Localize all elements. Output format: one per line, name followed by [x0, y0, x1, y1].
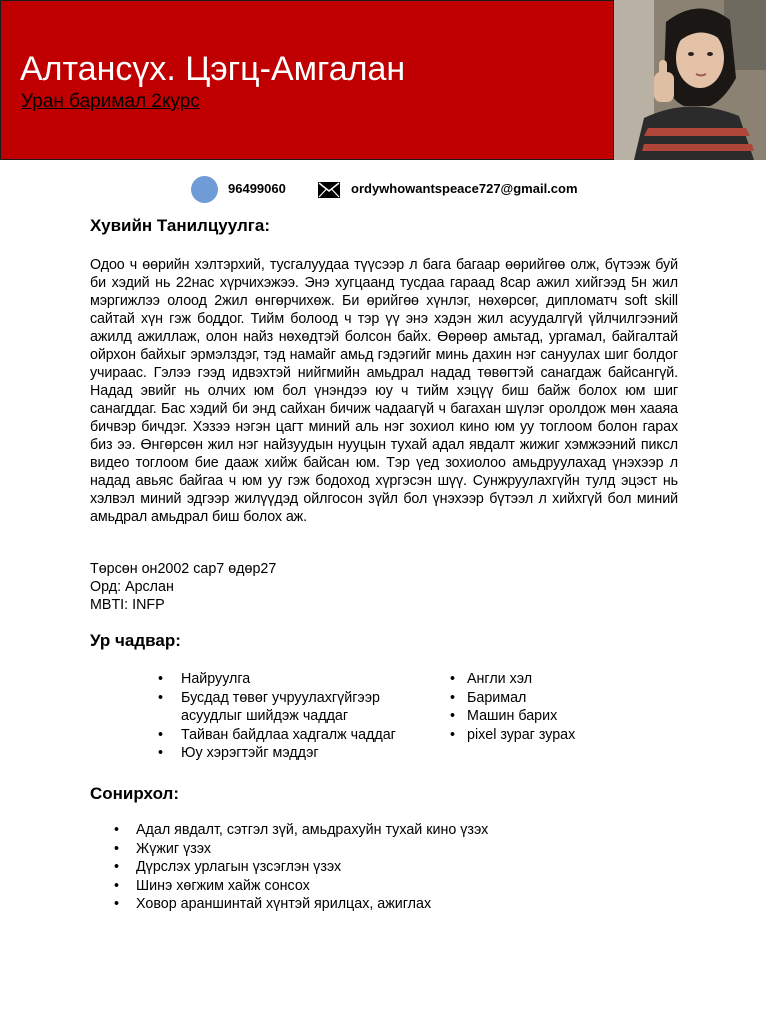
- birth-date: Төрсөн он2002 сар7 өдөр27: [90, 561, 277, 577]
- list-item: • Тайван байдлаа хадгалж чаддаг: [181, 726, 396, 745]
- circle-icon: [191, 176, 218, 203]
- list-item: • Баримал: [467, 689, 575, 708]
- intro-heading: Хувийн Танилцуулга:: [90, 216, 270, 235]
- list-item: • Бусдад төвөг учруулахгүйгээр: [181, 689, 396, 708]
- list-item: • Юу хэрэгтэйг мэддэг: [181, 744, 396, 763]
- phone-number[interactable]: 96499060: [228, 181, 286, 196]
- zodiac: Орд: Арслан: [90, 579, 174, 595]
- intro-paragraph: Одоо ч өөрийн хэлтэрхий, тусгалуудаа түүсээр л бага багаар өөрийгөө олж, бүтээж буй би хэдий нь 22нас хүрчихэжээ. Энэ хугцаанд тусдаа гараад 8сар ажил хийгээд 5н жил мэргижлээ олоод 2жил өнгөрчихөж. Би өрийгөө хүнлэг, нөхөрсөг, дипломатч soft skill сайтай хүн гэж боддог. Тийм болоод ч тэр үү энэ хэдэн жил асуудалгүй үйлчилгээний ажилд ажиллаж, олон найз нөхөдтэй болсон байх. Өөрөөр амьтад, ургамал, байгалтай ойрхон байхыг эрмэлздэг, тэд намайг амьд гэдэгийг минь дахин нэг сануулах шиг болдог учираас. Гэлээ гээд идвэхтэй нийгмийн амьдрал надад төвөгтэй санагдаж байсангүй. Надад эвийг нь олчих юм бол үнэндээ юу ч тийм хэцүү биш байж болох юм шиг санагддаг. Бас хэдий би энд сайхан бичиж чадаагүй ч багахан шүлэг оролдож мөн хааяа бичвэр бичдэг. Хэзээ нэгэн цагт миний аль нэг зохиол кино юм уу тоглоом болон гарах биз ээ. Өнгөрсөн жил нэг найзуудын нууцын тухай адал явдалт жижиг хэмжээний пиксл видео тоглоом бие дааж хийж байсан юм. Тэр үед зохиолоо амьдруулахад үнэхээр л надад авьяс байгаа ч юм уу гэж бодоход хүргэсэн шүү. Сунжруулахгүйн тулд эцэст нь хэлвэл миний эдгээр жилүүдэд ойлгосон зүйл бол үнэхээр бүтээл л хийхгүй бол миний амьдрал амьдрал биш болох аж.: [90, 257, 678, 525]
- personal-info: [90, 560, 276, 614]
- list-item: • Англи хэл: [467, 670, 575, 689]
- subtitle-major: Уран баримал 2курс: [21, 91, 200, 112]
- list-item: • Найруулга: [181, 670, 396, 689]
- skills-list-left: [181, 670, 396, 763]
- email-address[interactable]: ordywhowantspeace727@gmail.com: [351, 181, 578, 196]
- list-item: • Ховор араншинтай хүнтэй ярилцах, ажиглах: [136, 895, 488, 914]
- skills-list-right: [467, 670, 575, 744]
- list-item: • Жүжиг үзэх: [136, 840, 488, 859]
- list-item: • Машин барих: [467, 707, 575, 726]
- mbti: MBTI: INFP: [90, 597, 165, 613]
- person-name: Алтансүх. Цэгц-Амгалан: [20, 50, 406, 88]
- skills-heading: Ур чадвар:: [90, 631, 181, 650]
- hobbies-list: [136, 821, 488, 914]
- list-item: • Шинэ хөгжим хайж сонсох: [136, 877, 488, 896]
- list-item: • Дүрслэх урлагын үзсэглэн үзэх: [136, 858, 488, 877]
- envelope-icon: [318, 182, 340, 198]
- hobbies-heading: Сонирхол:: [90, 784, 179, 803]
- profile-photo: [613, 0, 766, 160]
- list-item: • Адал явдалт, сэтгэл зүй, амьдрахуйн тухай кино үзэх: [136, 821, 488, 840]
- list-item: • pixel зураг зурах: [467, 726, 575, 745]
- profile-photo-image: [614, 0, 766, 160]
- list-item-continuation: асуудлыг шийдэж чаддаг: [181, 708, 349, 724]
